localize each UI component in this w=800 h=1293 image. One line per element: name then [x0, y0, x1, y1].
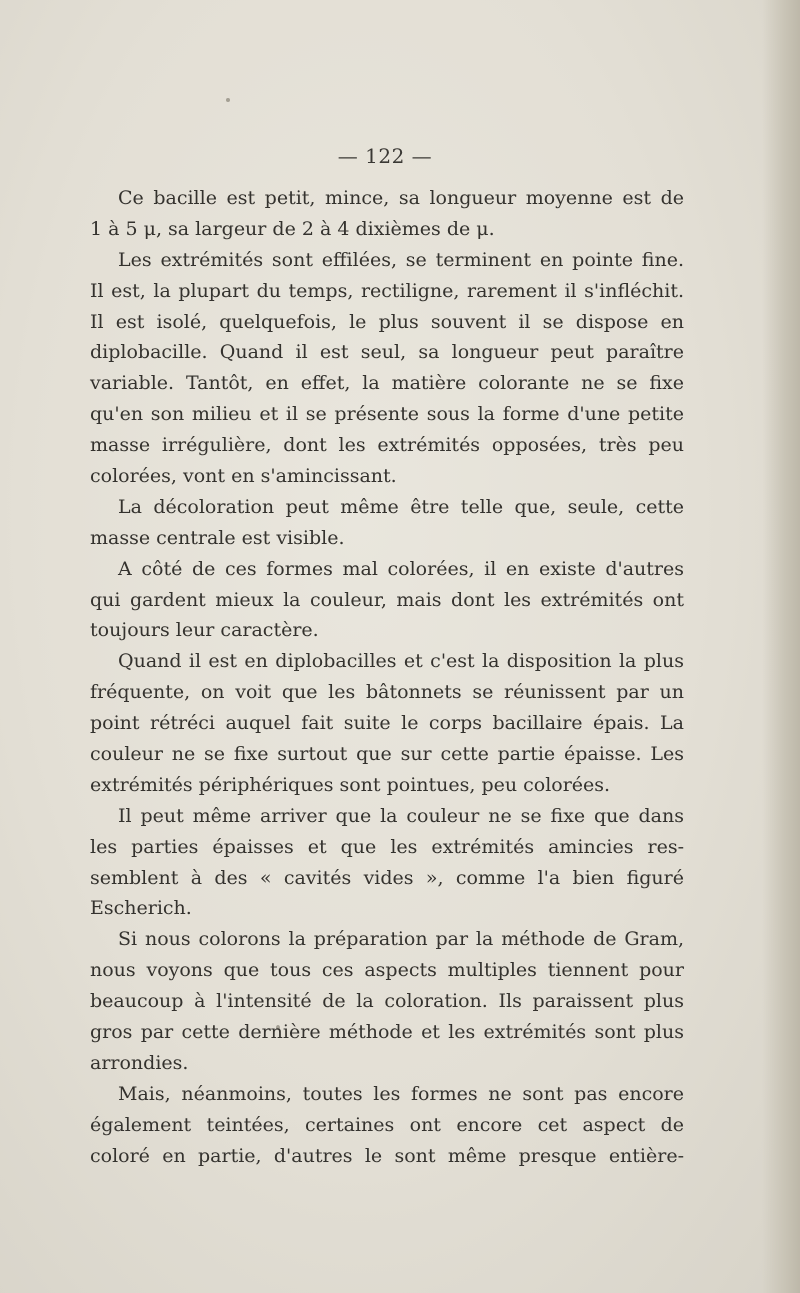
- paper-speck: [226, 98, 230, 102]
- text-line: Escherich.: [90, 897, 192, 920]
- text-line: Quand il est en diplobacilles et c'est la disposition la plus: [118, 650, 684, 673]
- text-line: variable. Tantôt, en effet, la matière colorante ne se fixe: [90, 372, 684, 395]
- text-line: semblent à des « cavités vides », comme l'a bien figuré: [90, 866, 684, 889]
- text-line: beaucoup à l'intensité de la coloration. Ils paraissent plus: [90, 990, 684, 1013]
- text-line: qu'en son milieu et il se présente sous la forme d'une petite: [90, 403, 684, 426]
- text-line: couleur ne se fixe surtout que sur cette partie épaisse. Les: [90, 743, 684, 766]
- text-line: nous voyons que tous ces aspects multiples tiennent pour: [90, 959, 684, 982]
- text-line: Ce bacille est petit, mince, sa longueur moyenne est de: [118, 187, 684, 209]
- body-text: [90, 183, 684, 1172]
- text-line: 1 à 5 μ, sa largeur de 2 à 4 dixièmes de μ.: [90, 217, 495, 240]
- text-line: extrémités périphériques sont pointues, peu colorées.: [90, 773, 611, 796]
- text-line: Si nous colorons la préparation par la méthode de Gram,: [118, 928, 684, 951]
- text-line: fréquente, on voit que les bâtonnets se réunissent par un: [90, 681, 684, 704]
- text-line: qui gardent mieux la couleur, mais dont les extrémités ont: [90, 588, 684, 611]
- page-number: — 122 —: [337, 144, 433, 168]
- text-line: Il est isolé, quelquefois, le plus souvent il se dispose en: [90, 310, 684, 333]
- text-line: gros par cette dernière méthode et les extrémités sont plus: [90, 1021, 684, 1044]
- page-edge-shadow: [762, 0, 800, 1293]
- text-line: également teintées, certaines ont encore cet aspect de: [90, 1113, 684, 1136]
- text-line: diplobacille. Quand il est seul, sa longueur peut paraître: [90, 341, 684, 364]
- text-line: toujours leur caractère.: [90, 619, 319, 642]
- text-line: La décoloration peut même être telle que, seule, cette: [118, 495, 684, 518]
- text-line: colorées, vont en s'amincissant.: [90, 465, 397, 488]
- text-line: A côté de ces formes mal colorées, il en existe d'autres: [118, 557, 684, 580]
- text-line: point rétréci auquel fait suite le corps bacillaire épais. La: [90, 712, 684, 735]
- text-line: Les extrémités sont effilées, se terminent en pointe fine.: [118, 248, 684, 271]
- text-line: les parties épaisses et que les extrémités amincies res-: [90, 835, 684, 858]
- text-line: arrondies.: [90, 1051, 189, 1074]
- text-line: Mais, néanmoins, toutes les formes ne sont pas encore: [118, 1082, 684, 1105]
- text-line: Il peut même arriver que la couleur ne se fixe que dans: [118, 804, 684, 827]
- text-line: masse irrégulière, dont les extrémités opposées, très peu: [90, 434, 684, 457]
- text-line: Il est, la plupart du temps, rectiligne, rarement il s'infléchit.: [90, 279, 684, 302]
- text-line: coloré en partie, d'autres le sont même presque entière-: [90, 1144, 684, 1167]
- text-line: masse centrale est visible.: [90, 526, 345, 549]
